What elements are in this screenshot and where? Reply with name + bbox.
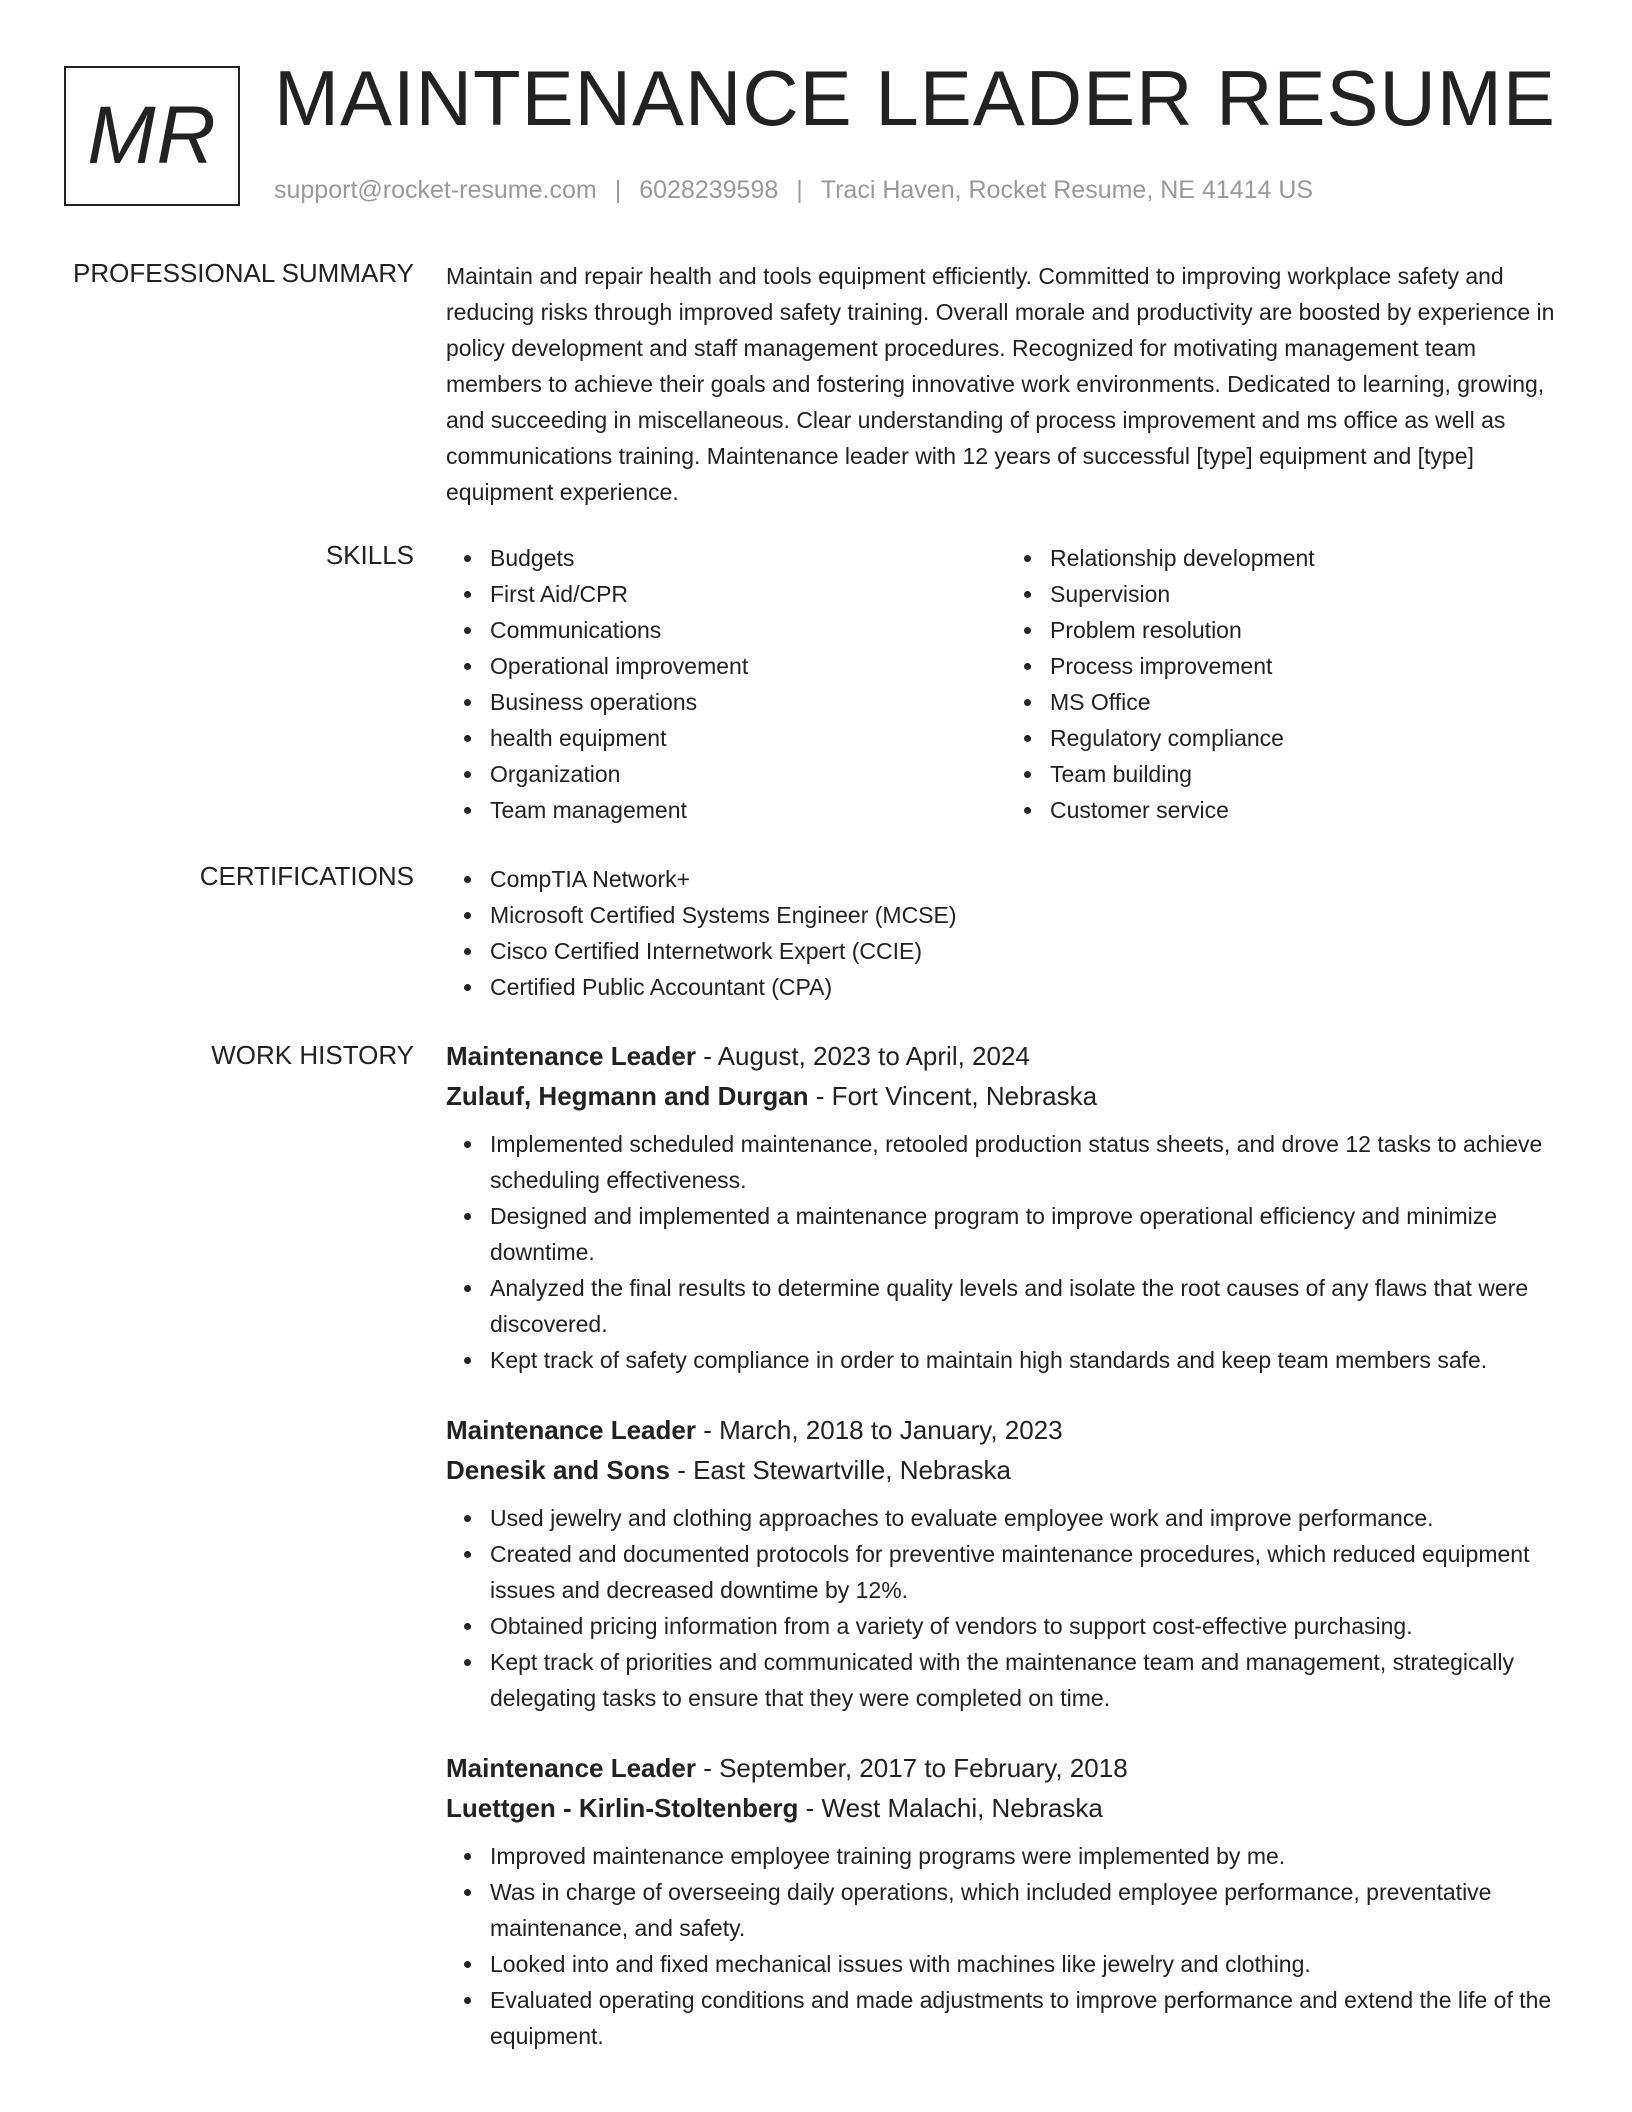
job-dates: - August, 2023 to April, 2024 [695, 1041, 1030, 1071]
list-item: Regulatory compliance [1050, 720, 1566, 756]
skills-section [446, 540, 1566, 828]
job-title-line [446, 1410, 1566, 1450]
list-item: Kept track of priorities and communicated with the maintenance team and management, strategically delegating tasks to ensure that they were completed on time. [490, 1644, 1566, 1716]
list-item: Team management [490, 792, 1006, 828]
job-company: Denesik and Sons [446, 1455, 670, 1485]
job-title: Maintenance Leader [446, 1041, 696, 1071]
job-company: Luettgen - Kirlin-Stoltenberg [446, 1793, 799, 1823]
certifications-list [446, 861, 1566, 1005]
resume-title: MAINTENANCE LEADER RESUME [274, 54, 1556, 142]
list-item: Certified Public Accountant (CPA) [490, 969, 1566, 1005]
job-company: Zulauf, Hegmann and Durgan [446, 1081, 809, 1111]
summary-heading: PROFESSIONAL SUMMARY [73, 258, 414, 288]
job-company-line [446, 1788, 1566, 1828]
list-item: Supervision [1050, 576, 1566, 612]
list-item: Analyzed the final results to determine quality levels and isolate the root causes of any flaws that were discovered. [490, 1270, 1566, 1342]
skills-list-left [446, 540, 1006, 828]
list-item: Problem resolution [1050, 612, 1566, 648]
job-entry [446, 1036, 1566, 1378]
job-entry [446, 1748, 1566, 2054]
job-location: - West Malachi, Nebraska [798, 1793, 1103, 1823]
contact-line [274, 176, 1313, 205]
list-item: Was in charge of overseeing daily operations, which included employee performance, preventative maintenance, and safety. [490, 1874, 1566, 1946]
contact-email[interactable]: support@rocket-resume.com [274, 176, 597, 204]
job-location: - Fort Vincent, Nebraska [808, 1081, 1098, 1111]
work-history-heading: WORK HISTORY [211, 1040, 414, 1070]
job-company-line [446, 1450, 1566, 1490]
list-item: Organization [490, 756, 1006, 792]
job-location: - East Stewartville, Nebraska [669, 1455, 1011, 1485]
summary-section [446, 258, 1566, 510]
job-dates: - March, 2018 to January, 2023 [695, 1415, 1063, 1445]
job-entry [446, 1410, 1566, 1716]
list-item: CompTIA Network+ [490, 861, 1566, 897]
job-title: Maintenance Leader [446, 1415, 696, 1445]
contact-separator: | [614, 176, 622, 204]
certifications-section [446, 861, 1566, 1005]
list-item: Designed and implemented a maintenance program to improve operational efficiency and minimize downtime. [490, 1198, 1566, 1270]
contact-phone[interactable]: 6028239598 [639, 176, 779, 204]
list-item: MS Office [1050, 684, 1566, 720]
job-title: Maintenance Leader [446, 1753, 696, 1783]
list-item: Implemented scheduled maintenance, retooled production status sheets, and drove 12 tasks to achieve scheduling effectiveness. [490, 1126, 1566, 1198]
list-item: Operational improvement [490, 648, 1006, 684]
certifications-heading: CERTIFICATIONS [199, 861, 414, 891]
list-item: Process improvement [1050, 648, 1566, 684]
summary-text: Maintain and repair health and tools equipment efficiently. Committed to improving workplace safety and reducing risks through improved safety training. Overall morale and productivity are boosted by experience in policy development and staff management procedures. Recognized for motivating management team members to achieve their goals and fostering innovative work environments. Dedicated to learning, growing, and succeeding in miscellaneous. Clear understanding of process improvement and ms office as well as communications training. Maintenance leader with 12 years of successful [type] equipment and [type] equipment experience. [446, 263, 1555, 505]
job-company-line [446, 1076, 1566, 1116]
skills-list-right [1006, 540, 1566, 828]
list-item: Used jewelry and clothing approaches to evaluate employee work and improve performance. [490, 1500, 1566, 1536]
list-item: Customer service [1050, 792, 1566, 828]
list-item: Cisco Certified Internetwork Expert (CCIE) [490, 933, 1566, 969]
job-bullets [446, 1838, 1566, 2054]
skills-heading: SKILLS [325, 540, 414, 570]
list-item: health equipment [490, 720, 1006, 756]
list-item: Evaluated operating conditions and made adjustments to improve performance and extend the life of the equipment. [490, 1982, 1566, 2054]
list-item: Communications [490, 612, 1006, 648]
list-item: Kept track of safety compliance in order to maintain high standards and keep team members safe. [490, 1342, 1566, 1378]
contact-separator: | [796, 176, 803, 204]
list-item: Microsoft Certified Systems Engineer (MCSE) [490, 897, 1566, 933]
list-item: Budgets [490, 540, 1006, 576]
job-dates: - September, 2017 to February, 2018 [695, 1753, 1128, 1783]
work-history-section [446, 1036, 1566, 2086]
list-item: Obtained pricing information from a variety of vendors to support cost-effective purchasing. [490, 1608, 1566, 1644]
jobs-list [446, 1036, 1566, 2054]
list-item: First Aid/CPR [490, 576, 1006, 612]
list-item: Created and documented protocols for preventive maintenance procedures, which reduced equipment issues and decreased downtime by 12%. [490, 1536, 1566, 1608]
job-bullets [446, 1500, 1566, 1716]
list-item: Looked into and fixed mechanical issues with machines like jewelry and clothing. [490, 1946, 1566, 1982]
job-title-line [446, 1748, 1566, 1788]
contact-address: Traci Haven, Rocket Resume, NE 41414 US [820, 176, 1314, 204]
list-item: Relationship development [1050, 540, 1566, 576]
list-item: Business operations [490, 684, 1006, 720]
list-item: Improved maintenance employee training programs were implemented by me. [490, 1838, 1566, 1874]
monogram-logo: MR [64, 66, 240, 206]
job-bullets [446, 1126, 1566, 1378]
list-item: Team building [1050, 756, 1566, 792]
job-title-line [446, 1036, 1566, 1076]
